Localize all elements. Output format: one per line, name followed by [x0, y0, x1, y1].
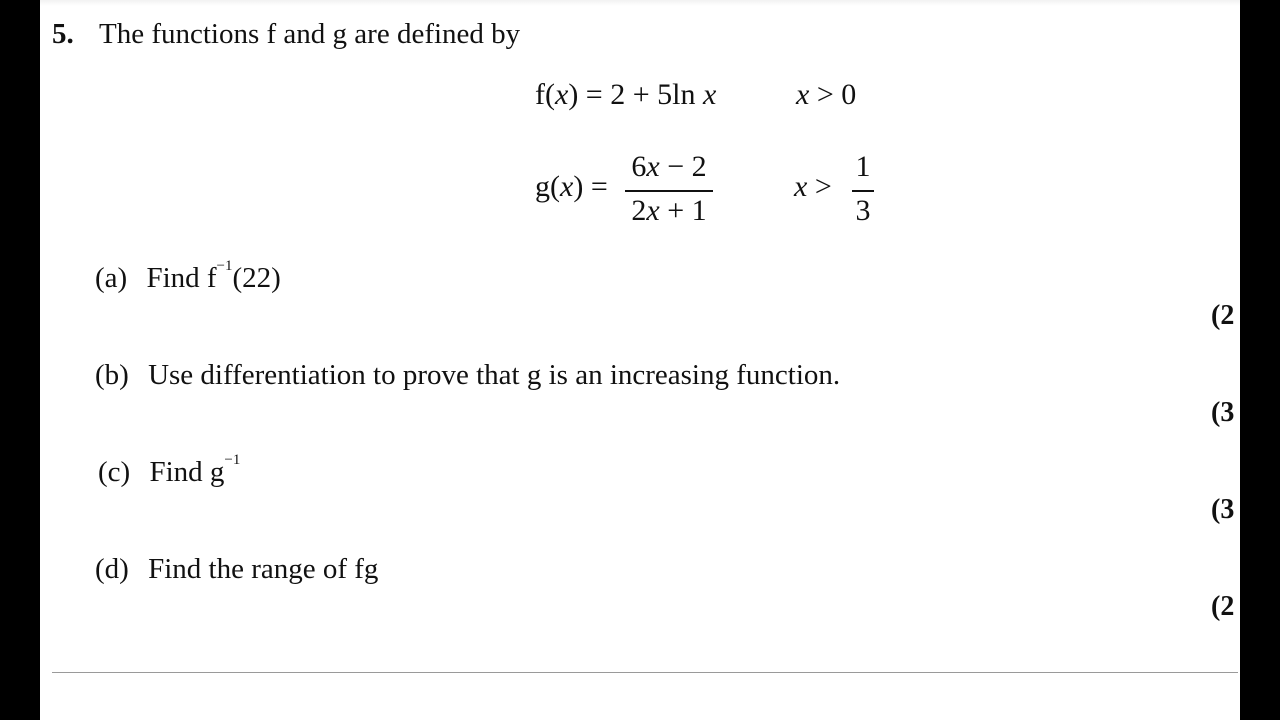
f-domain: x > 0: [796, 78, 857, 111]
inverse-superscript: −1: [224, 452, 241, 468]
marks-a: (2: [1211, 300, 1235, 331]
part-label: (b): [95, 359, 129, 391]
g-domain-numerator: 1: [855, 150, 871, 183]
part-text: Use differentiation to prove that g is an increasing function.: [148, 359, 841, 391]
g-denominator: 2x + 1: [631, 194, 707, 227]
part-label: (c): [98, 456, 131, 488]
section-divider: [52, 672, 1238, 673]
part-label: (d): [95, 553, 129, 585]
part-b: [95, 359, 840, 392]
part-d: [95, 553, 378, 586]
g-domain-denominator: 3: [855, 194, 871, 227]
part-text: Find $g^{-1}$: [149, 452, 241, 488]
exam-page: [40, 0, 1240, 720]
part-text: Find the range of fg: [148, 553, 379, 585]
inverse-superscript: −1: [216, 258, 233, 274]
g-definition-lhs: g(x) =: [535, 170, 608, 203]
page-top-edge: [40, 0, 1240, 6]
f-definition: [535, 78, 716, 112]
fraction-bar: [625, 190, 713, 192]
g-domain: x >: [794, 170, 832, 203]
part-c: [98, 452, 241, 489]
part-text: Find $f^{-1}(22)$: [146, 258, 281, 294]
question-number: 5.: [52, 18, 74, 50]
marks-b: (3: [1211, 397, 1235, 428]
f-equation: f(x) = 2 + 5ln x: [535, 78, 717, 111]
question-intro: The functions f and g are defined by: [99, 18, 521, 50]
marks-c: (3: [1211, 494, 1235, 525]
marks-d: (2: [1211, 591, 1235, 622]
fraction-bar: [852, 190, 874, 192]
g-numerator: 6x − 2: [631, 150, 707, 183]
part-a: [95, 258, 281, 295]
part-label: (a): [95, 262, 128, 294]
